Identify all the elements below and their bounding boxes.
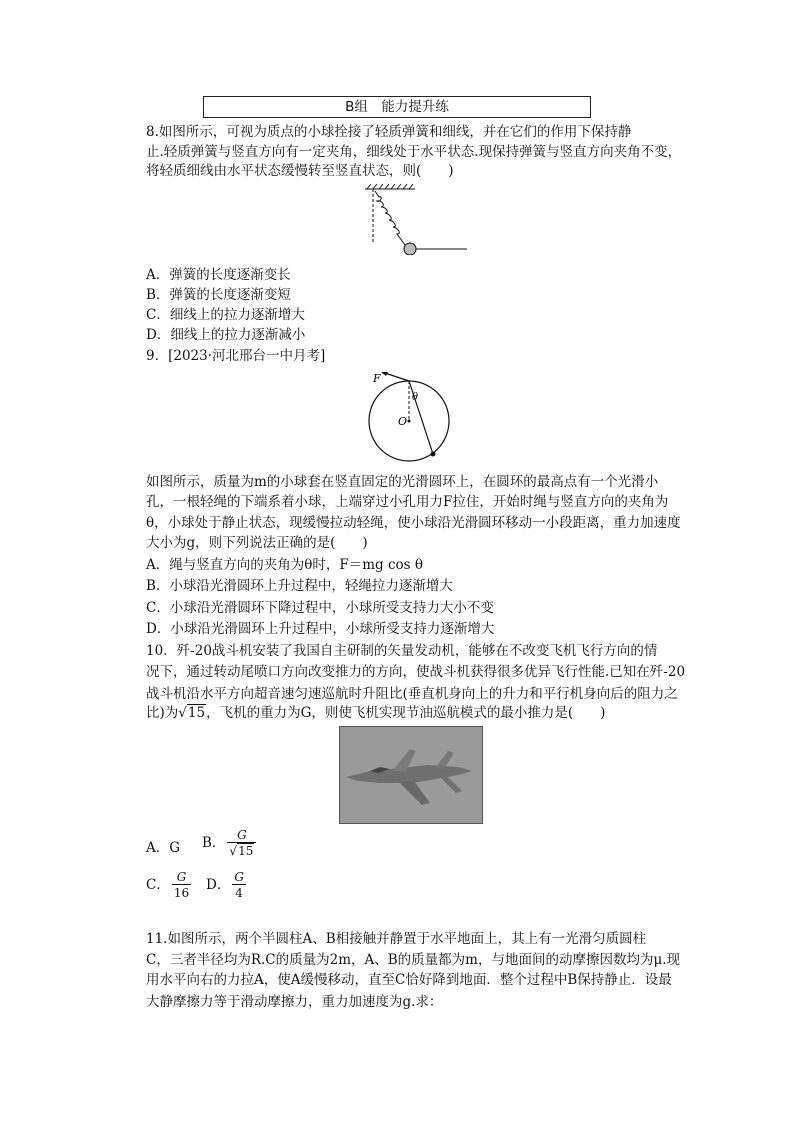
center-point bbox=[408, 420, 411, 423]
q11-stem-line3: 用水平向右的力拉A，使A缓慢移动，直至C恰好降到地面．整个过程中B保持静止．设最 bbox=[146, 972, 672, 988]
q8-stem-line3: 将轻质细线由水平状态缓慢转至竖直状态，则( ) bbox=[146, 163, 454, 179]
q10-option-c-numerator: G bbox=[176, 870, 187, 884]
q10-option-d-denominator: 4 bbox=[232, 884, 246, 901]
q9-option-a: A．绳与竖直方向的夹角为θ时，F＝mg cos θ bbox=[146, 557, 424, 573]
ball bbox=[404, 243, 416, 255]
q8-stem-line1: 8.如图所示，可视为质点的小球拴接了轻质弹簧和细线，并在它们的作用下保持静 bbox=[146, 124, 632, 140]
q8-option-b: B．弹簧的长度逐渐变短 bbox=[146, 287, 291, 303]
q11-stem-line4: 大静摩擦力等于滑动摩擦力，重力加速度为g.求： bbox=[146, 994, 443, 1010]
q9-stem-line2: 孔，一根轻绳的下端系着小球，上端穿过小孔用力F拉住，开始时绳与竖直方向的夹角为 bbox=[146, 494, 669, 510]
q10-option-c-label: C． bbox=[146, 877, 170, 893]
q10-stem-line3: 战斗机沿水平方向超音速匀速巡航时升阻比(垂直机身向上的升力和平行机身向后的阻力之 bbox=[146, 686, 678, 702]
q9-stem-line4: 大小为g，则下列说法正确的是( ) bbox=[146, 535, 368, 551]
q10-option-d-label: D． bbox=[206, 877, 231, 893]
force-arrow bbox=[385, 373, 409, 381]
q10-line4-suffix: ，飞机的重力为G，则使飞机实现节油巡航模式的最小推力是( ) bbox=[206, 705, 606, 721]
small-ball bbox=[431, 452, 436, 457]
q10-option-b-sqrt: 15 bbox=[238, 844, 254, 858]
q10-option-b bbox=[202, 828, 258, 859]
q8-option-c: C．细线上的拉力逐渐增大 bbox=[146, 307, 305, 323]
q10-option-d bbox=[206, 870, 248, 901]
ceiling-hatch bbox=[365, 184, 415, 189]
q10-option-d-fraction bbox=[232, 870, 246, 901]
q10-option-d-numerator: G bbox=[234, 870, 244, 884]
q9-option-b: B．小球沿光滑圆环上升过程中，轻绳拉力逐渐增大 bbox=[146, 578, 453, 594]
q10-option-b-label: B． bbox=[202, 835, 226, 851]
label-f: F bbox=[373, 372, 381, 385]
q10-line4-prefix: 比)为 bbox=[146, 705, 179, 721]
q9-stem-line1: 如图所示，质量为m的小球套在竖直固定的光滑圆环上，在圆环的最高点有一个光滑小 bbox=[146, 474, 659, 490]
q10-option-c bbox=[146, 870, 193, 901]
q10-option-c-fraction bbox=[172, 870, 191, 901]
q9-option-c: C．小球沿光滑圆环下降过程中，小球所受支持力大小不变 bbox=[146, 600, 494, 616]
q9-option-d: D．小球沿光滑圆环上升过程中，小球所受支持力逐渐增大 bbox=[146, 621, 495, 637]
q10-option-b-numerator: G bbox=[237, 828, 247, 842]
sqrt-15: 15 bbox=[187, 705, 206, 721]
ring-figure bbox=[368, 370, 478, 466]
q10-stem-line1: 10．歼-20战斗机安装了我国自主研制的矢量发动机，能够在不改变飞机飞行方向的情 bbox=[146, 643, 658, 659]
q8-option-a: A．弹簧的长度逐渐变长 bbox=[146, 267, 291, 283]
q8-stem-line2: 止.轻质弹簧与竖直方向有一定夹角，细线处于水平状态.现保持弹簧与竖直方向夹角不变， bbox=[146, 144, 682, 160]
q9-header: 9．[2023·河北邢台一中月考] bbox=[146, 348, 326, 364]
label-theta: θ bbox=[412, 392, 419, 403]
q10-option-b-fraction bbox=[227, 828, 256, 859]
q11-stem-line1: 11.如图所示，两个半圆柱A、B相接触并静置于水平地面上，其上有一光滑匀质圆柱 bbox=[146, 931, 647, 947]
q9-stem-line3: θ，小球处于静止状态，现缓慢拉动轻绳，使小球沿光滑圆环移动一小段距离，重力加速度 bbox=[146, 515, 681, 531]
q10-option-a: A．G bbox=[146, 840, 181, 856]
arrow-head bbox=[381, 372, 388, 376]
q10-option-b-denominator: √15 bbox=[227, 842, 256, 859]
q10-stem-line4: 比)为√15，飞机的重力为G，则使飞机实现节油巡航模式的最小推力是( ) bbox=[146, 705, 606, 721]
spring bbox=[375, 191, 405, 245]
q10-option-c-denominator: 16 bbox=[173, 886, 190, 900]
label-o: O bbox=[398, 415, 408, 428]
jet-silhouette bbox=[340, 727, 482, 823]
q11-stem-line2: C，三者半径均为R.C的质量为2m，A、B的质量都为m，与地面间的动摩擦因数均为μ.现 bbox=[146, 952, 681, 968]
q8-option-d: D．细线上的拉力逐渐减小 bbox=[146, 327, 306, 343]
section-title: B组 能力提升练 bbox=[203, 96, 591, 118]
q10-stem-line2: 况下，通过转动尾喷口方向改变推力的方向，使战斗机获得很多优异飞行性能.已知在歼-20 bbox=[146, 664, 686, 680]
fighter-jet-photo bbox=[339, 726, 483, 824]
spring-ball-figure bbox=[355, 183, 470, 255]
